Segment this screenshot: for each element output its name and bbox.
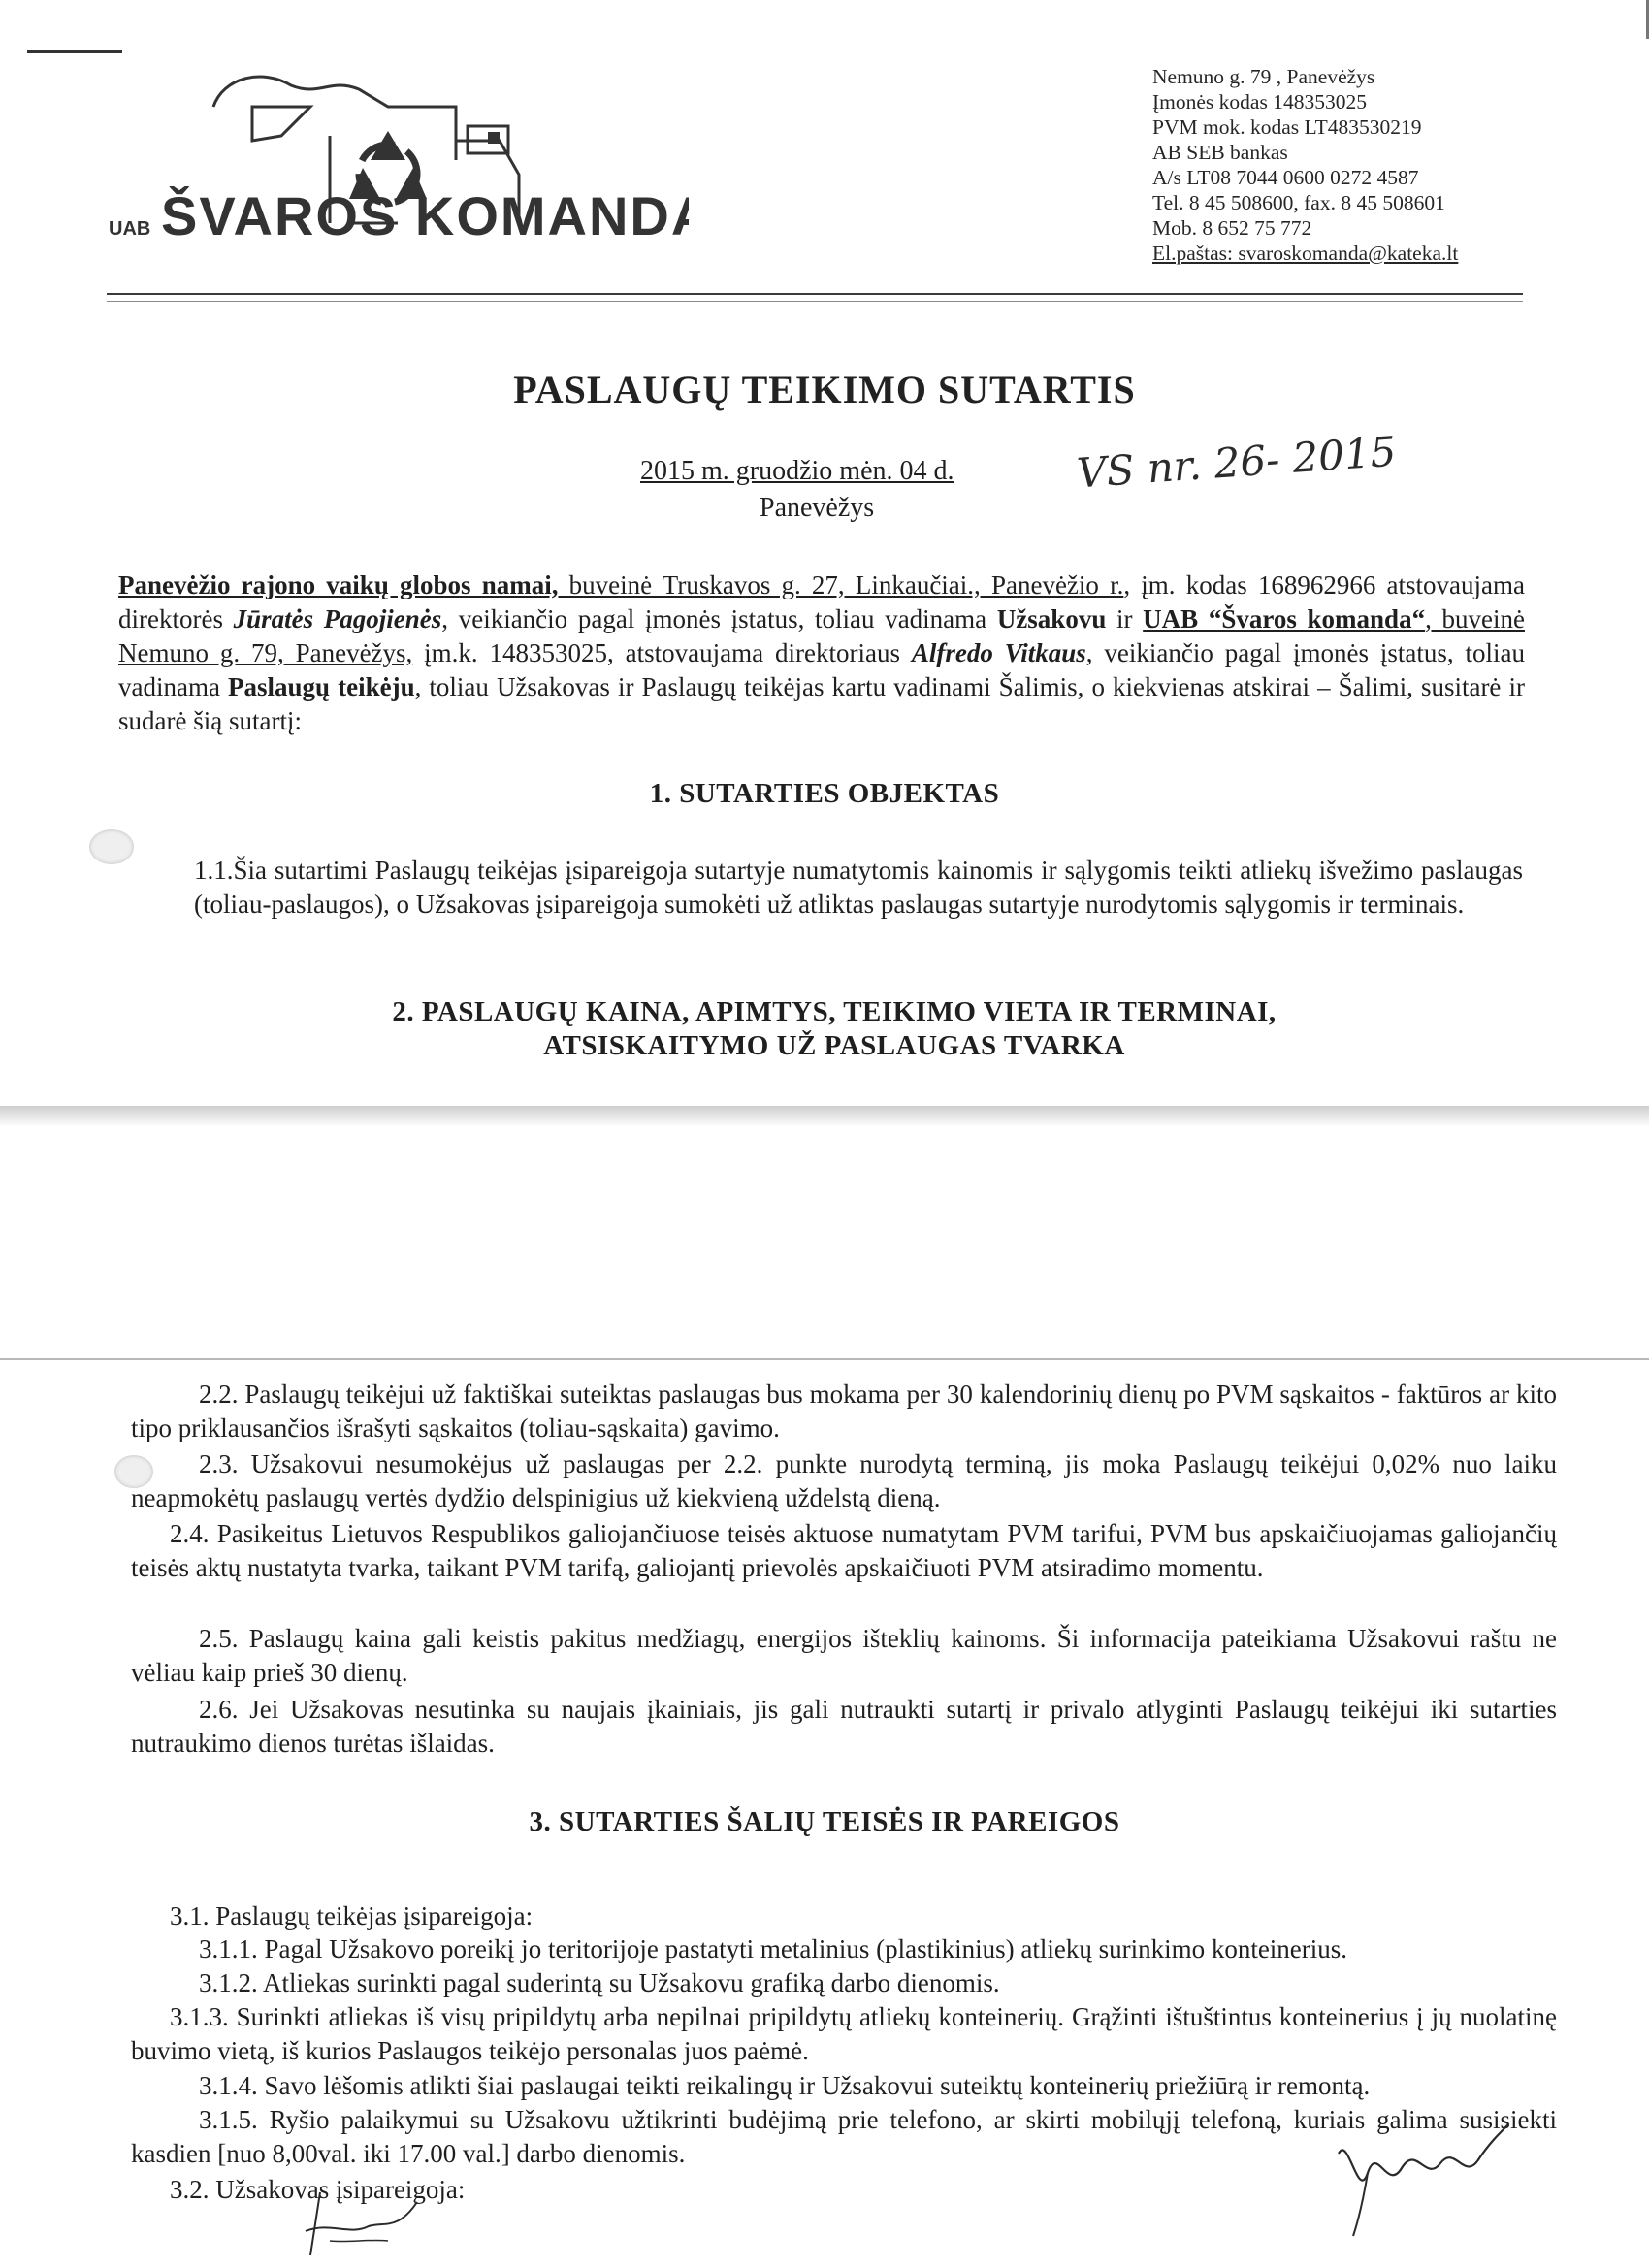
clause-2-2-text: 2.2. Paslaugų teikėjui už faktiškai suteiktas paslaugas bus mokama per 30 kalendorinių dienų po PVM sąskaitos - faktūros ar kito tipo priklausančios išrašyti sąskaitos (toliau-sąskaita) gavimo. — [131, 1379, 1557, 1442]
logo-graphic — [107, 68, 689, 262]
intro-text-2: , veikiančio pagal įmonės įstatus, toliau vadinama — [441, 604, 997, 633]
clause-3-1-1-text: 3.1.1. Pagal Užsakovo poreikį jo teritorijoje pastatyti metalinius (plastikinius) atliekų surinkimo konteinerius. — [199, 1934, 1348, 1963]
clause-2-5 — [131, 1622, 1557, 1690]
clause-3-1-text: 3.1. Paslaugų teikėjas įsipareigoja: — [170, 1901, 534, 1930]
company-bank: AB SEB bankas — [1152, 141, 1288, 164]
clause-3-1-3 — [131, 2000, 1557, 2068]
company-email: El.paštas: svaroskomanda@kateka.lt — [1152, 242, 1459, 265]
header-divider — [107, 293, 1523, 295]
contract-place: Panevėžys — [760, 493, 875, 523]
page-fold-shadow — [0, 1106, 1649, 1127]
clause-2-6 — [131, 1693, 1557, 1761]
scan-mark — [27, 50, 122, 53]
company-code: Įmonės kodas 148353025 — [1152, 90, 1367, 113]
client-signature — [291, 2183, 427, 2260]
party1-name: Panevėžio rajono vaikų globos namai, — [118, 570, 559, 599]
clause-3-2-text: 3.2. Užsakovas įsipareigoja: — [170, 2175, 466, 2204]
company-address: Nemuno g. 79 , Panevėžys — [1152, 65, 1375, 88]
clause-3-1-3-text: 3.1.3. Surinkti atliekas iš visų pripildytų arba nepilnai pripildytų atliekų konteinerių. Grąžinti ištuštintus konteinerius į jų nuolatinę buvimo vietą, iš kurios Paslaugos teikėjo personalas juos paėmė. — [131, 2002, 1557, 2065]
clause-2-3 — [131, 1447, 1557, 1515]
svg-text:ŠVAROS KOMANDA: ŠVAROS KOMANDA — [161, 185, 689, 246]
clause-2-6-text: 2.6. Jei Užsakovas nesutinka su naujais įkainiais, jis gali nutraukti sutartį ir privalo atlyginti Paslaugų teikėjui iki sutarties nutraukimo dienos turėtas išlaidas. — [131, 1695, 1557, 1758]
header-divider-thin — [107, 301, 1523, 302]
company-mobile: Mob. 8 652 75 772 — [1152, 216, 1312, 240]
clause-3-1 — [131, 1899, 1557, 1933]
intro-text-5: , veikiančio pagal įmonės įstatus, toliau vadinama — [118, 638, 1526, 701]
document-title: PASLAUGŲ TEIKIMO SUTARTIS — [513, 368, 1136, 411]
provider-term: Paslaugų teikėju — [228, 672, 415, 701]
clause-2-3-text: 2.3. Užsakovui nesumokėjus už paslaugas per 2.2. punkte nurodytą terminą, jis moka Paslaugų teikėjui 0,02% nuo laiku neapmokėtų paslaugų vertės dydžio delspinigius už kiekvieną uždelstą dieną. — [131, 1449, 1557, 1512]
clause-3-1-2 — [131, 1966, 1557, 2000]
intro-text-3: ir — [1106, 604, 1144, 633]
company-logo — [107, 68, 689, 262]
client-term: Užsakovu — [996, 604, 1107, 633]
clause-3-1-5-text: 3.1.5. Ryšio palaikymui su Užsakovu užtikrinti budėjimą prie telefono, ar skirti mobilųjį telefoną, kuriais galima susisiekti kasdien [nuo 8,00val. iki 17.00 val.] darbo dienomis. — [131, 2105, 1557, 2168]
company-phone-fax: Tel. 8 45 508600, fax. 8 45 508601 — [1152, 191, 1445, 214]
party2-address: , buveinė Nemuno g. 79, Panevėžys, — [118, 604, 1525, 667]
clause-2-4 — [131, 1517, 1557, 1585]
svg-text:UAB: UAB — [109, 218, 151, 240]
contract-date: 2015 m. gruodžio mėn. 04 d. — [640, 456, 954, 486]
intro-text-1: , įm. kodas 168962966 atstovaujama direktorės — [118, 570, 1525, 633]
scan-blemish — [89, 829, 134, 864]
provider-signature — [1329, 2115, 1523, 2241]
page-fold-line — [0, 1358, 1649, 1360]
director2-name: Alfredo Vitkaus — [911, 638, 1086, 667]
clause-3-1-1 — [131, 1932, 1557, 1966]
party1-address: buveinė Truskavos g. 27, Linkaučiai., Panevėžio r. — [558, 570, 1124, 599]
director1-name: Jūratės Pagojienės — [233, 604, 442, 633]
section-2-heading-line2: ATSISKAITYMO UŽ PASLAUGAS TVARKA — [543, 1030, 1125, 1061]
intro-text-6: , toliau Užsakovas ir Paslaugų teikėjas kartu vadinami Šalimis, o kiekvienas atskirai – Šalimi, susitarė ir sudarė šią sutartį: — [118, 672, 1525, 735]
section-3-heading: 3. SUTARTIES ŠALIŲ TEISĖS IR PAREIGOS — [529, 1806, 1120, 1837]
handwritten-registration-number: VS nr. 26- 2015 — [1075, 427, 1398, 498]
clause-3-1-4 — [131, 2069, 1557, 2103]
section-1-heading: 1. SUTARTIES OBJEKTAS — [649, 778, 1000, 809]
intro-paragraph — [118, 568, 1525, 738]
clause-3-1-2-text: 3.1.2. Atliekas surinkti pagal suderintą su Užsakovu grafiką darbo dienomis. — [199, 1968, 1000, 1997]
party2-name: UAB “Švaros komanda“ — [1143, 604, 1426, 633]
intro-text-4: įm.k. 148353025, atstovaujama direktoriaus — [412, 638, 912, 667]
clause-1-1: 1.1.Šia sutartimi Paslaugų teikėjas įsipareigoja sutartyje numatytomis kainomis ir sąlygomis teikti atliekų išvežimo paslaugas (toliau-paslaugos), o Užsakovas įsipareigoja sumokėti už atliktas paslaugas sutartyje nurodytomis sąlygomis ir terminais. — [194, 856, 1523, 919]
clause-3-1-4-text: 3.1.4. Savo lėšomis atlikti šiai paslaugai teikti reikalingų ir Užsakovui suteiktų konteinerių priežiūrą ir remontą. — [199, 2071, 1371, 2100]
clause-2-5-text: 2.5. Paslaugų kaina gali keistis pakitus medžiagų, energijos išteklių kainoms. Ši informacija pateikiama Užsakovui raštu ne vėliau kaip prieš 30 dienų. — [131, 1624, 1557, 1687]
company-account: A/s LT08 7044 0600 0272 4587 — [1152, 166, 1419, 189]
section-2-heading-line1: 2. PASLAUGŲ KAINA, APIMTYS, TEIKIMO VIETA IR TERMINAI, — [392, 996, 1277, 1027]
clause-2-4-text: 2.4. Pasikeitus Lietuvos Respublikos galiojančiuose teisės aktuose numatytam PVM tarifui, PVM bus apskaičiuojamas galiojančių teisės aktų nustatyta tvarka, taikant PVM tarifą, galiojantį prievolės apskaičiuoti PVM atsiradimo momentu. — [131, 1519, 1557, 1582]
company-info-block — [1152, 64, 1560, 266]
clause-2-2 — [131, 1377, 1557, 1445]
company-vat: PVM mok. kodas LT483530219 — [1152, 115, 1422, 139]
